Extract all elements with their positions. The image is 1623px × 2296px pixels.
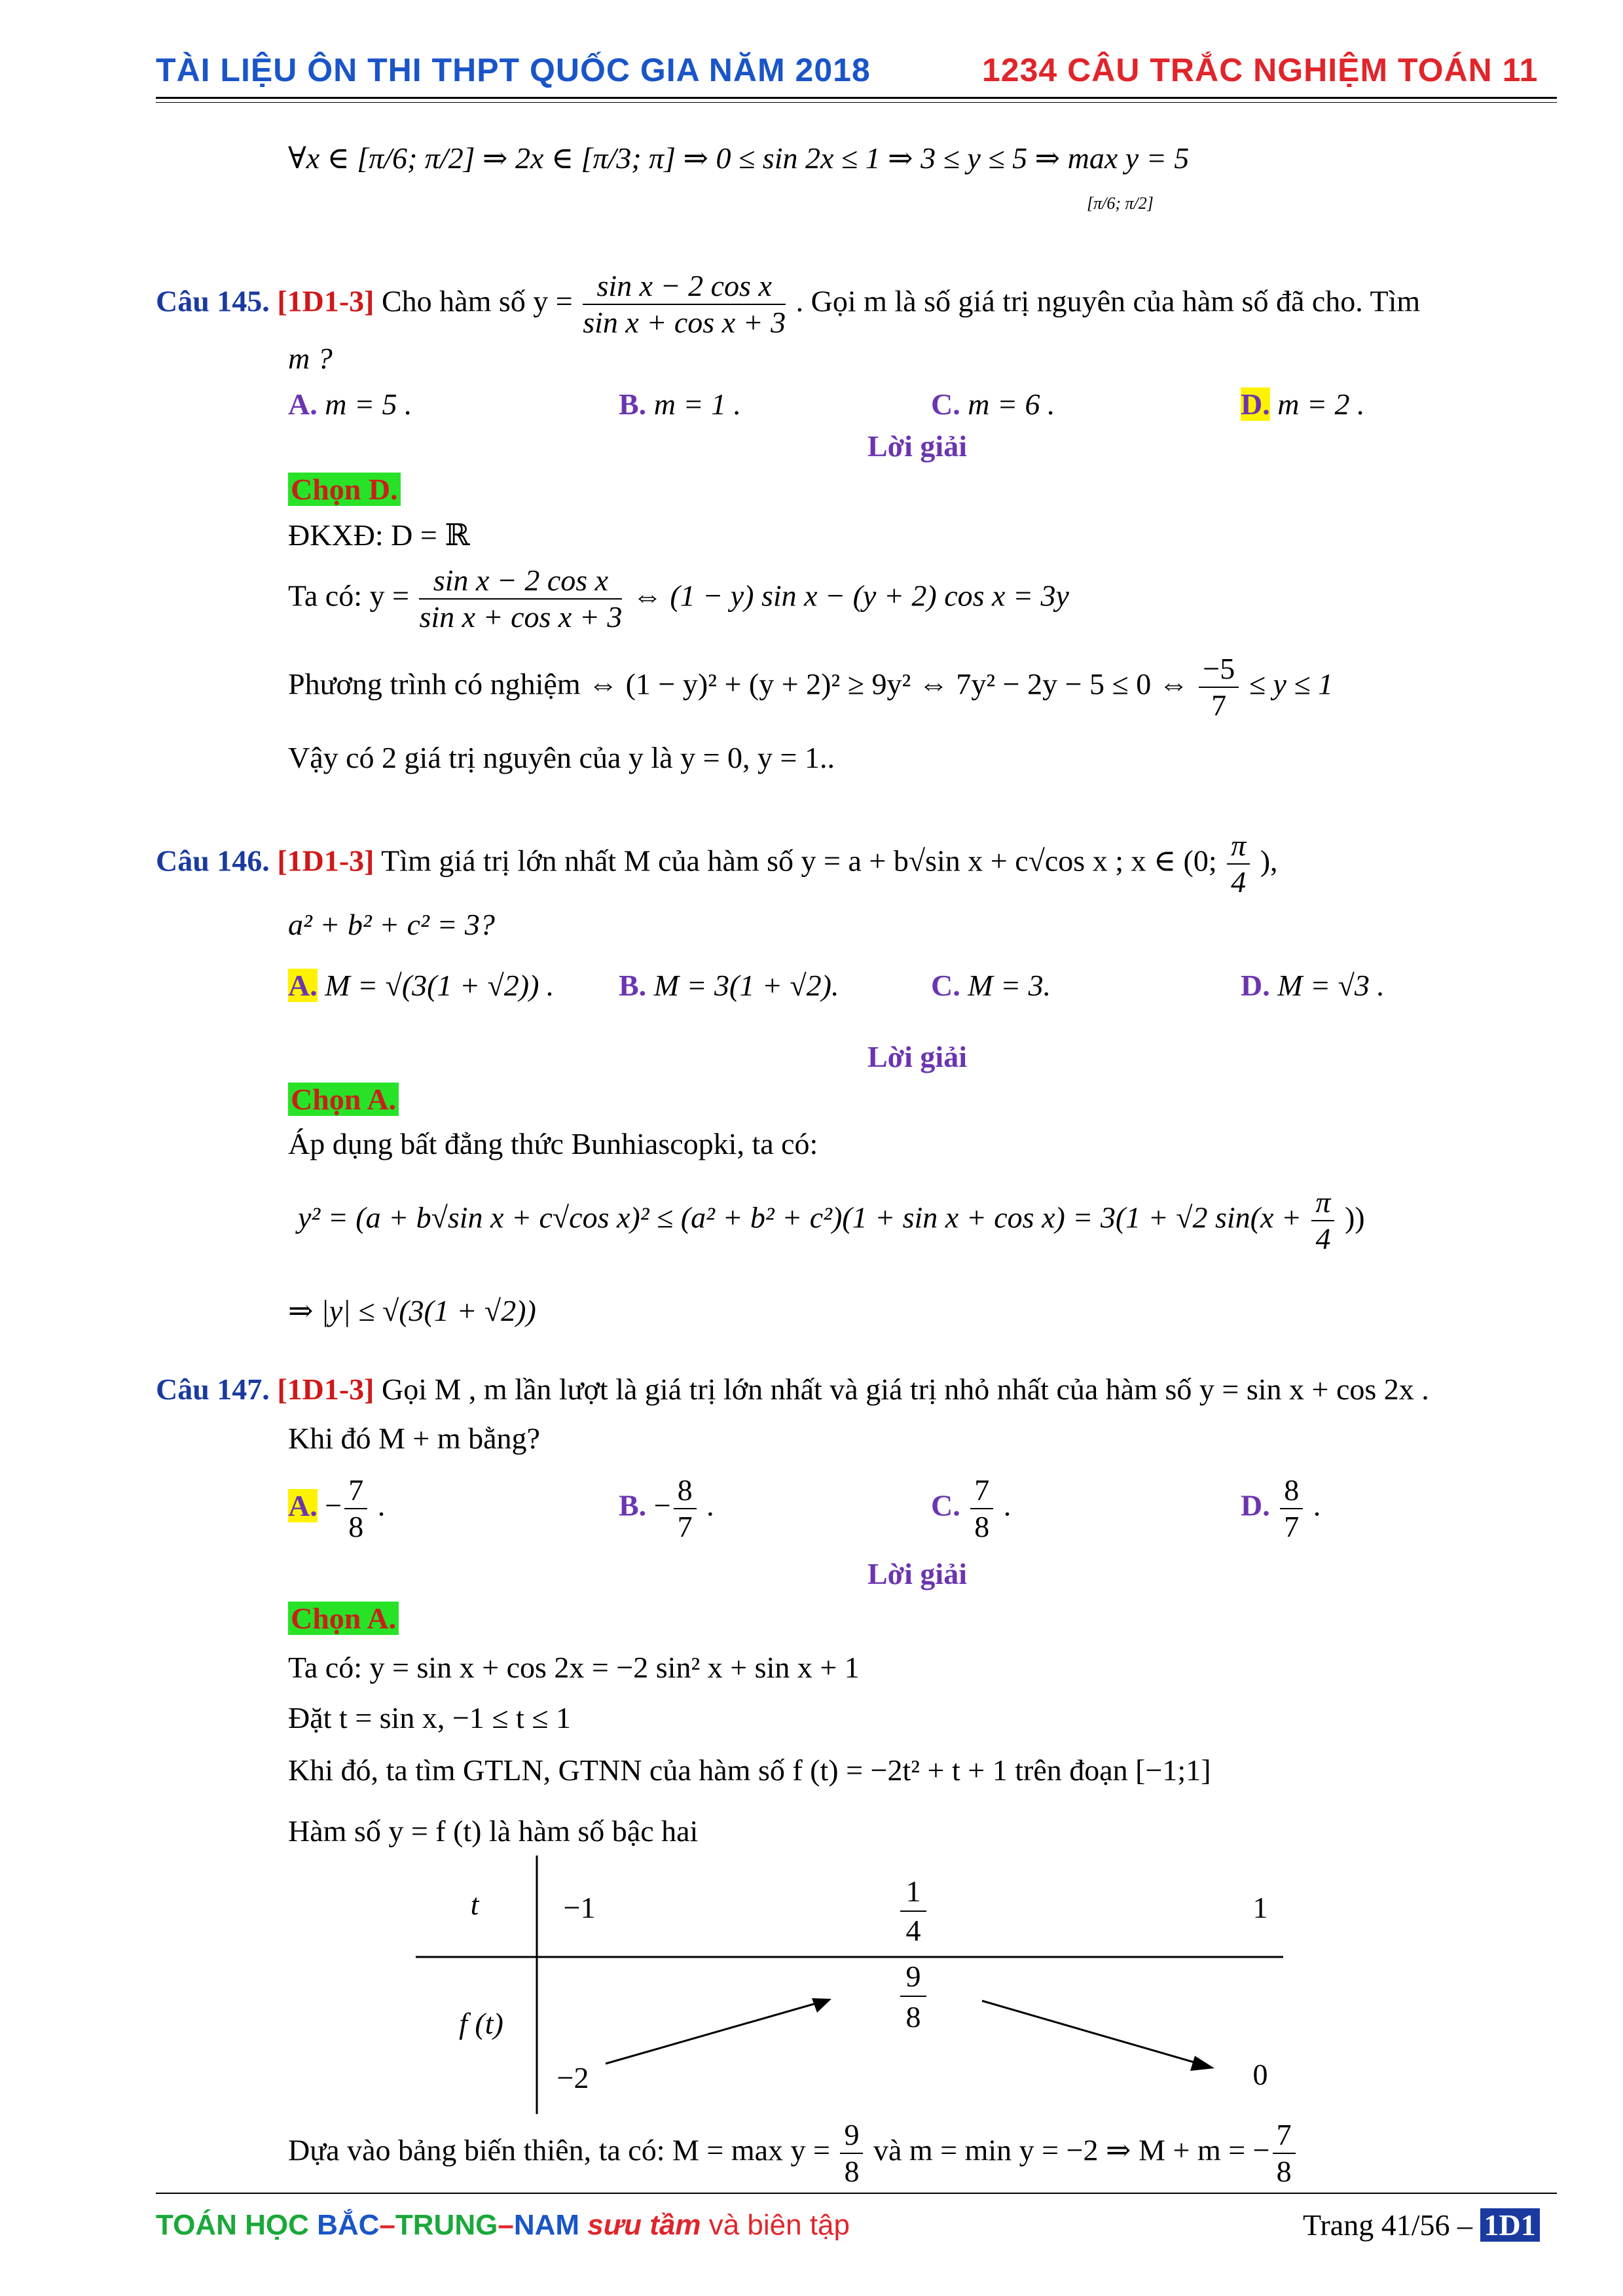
footer-part-2: BẮC (317, 2209, 380, 2241)
q145-line3-frac (1199, 651, 1239, 723)
q146-stem-num: π (1227, 828, 1250, 865)
q147-line3: Khi đó, ta tìm GTLN, GTNN của hàm số f (t) = −2t² + t + 1 trên đoạn [−1;1] (288, 1753, 1211, 1787)
q147-conclusion-b: và m = min y = −2 ⇒ M + m = − (873, 2133, 1270, 2167)
q147-option-b-den: 7 (677, 1510, 693, 1543)
q145-option-d-letter: D. (1241, 387, 1270, 421)
q147-option-d-frac (1280, 1473, 1303, 1545)
q145-option-a[interactable] (288, 386, 412, 423)
q145-choice-label: Chọn D. (288, 473, 401, 506)
q145-option-c-text: m = 6 . (968, 387, 1055, 421)
top-line (288, 140, 1189, 177)
top-line-main: ∀x ∈ [π/6; π/2] ⇒ 2x ∈ [π/3; π] ⇒ 0 ≤ sin 2x ≤ 1 ⇒ 3 ≤ y ≤ 5 ⇒ max (288, 141, 1118, 175)
q147-conclusion-frac1 (840, 2117, 863, 2189)
header-rule (156, 97, 1557, 99)
top-line-result: y = 5 (1125, 141, 1190, 175)
q147-conclusion-num2: 7 (1273, 2117, 1296, 2154)
q147-conclusion-den2: 8 (1276, 2155, 1292, 2188)
table-f-right: 0 (1252, 2058, 1268, 2091)
q147-option-d-num: 8 (1280, 1473, 1303, 1509)
q146-line2-den: 4 (1315, 1222, 1331, 1255)
q146-option-b-text: M = 3(1 + √2). (653, 969, 839, 1002)
q145-stem-c: m ? (288, 342, 333, 375)
q145-line3-a: Phương trình có nghiệm ⇔ (1 − y)² + (y + 2)² ≥ 9y² ⇔ 7y² − 2y − 5 ≤ 0 ⇔ (288, 667, 1189, 701)
q147-option-b-letter: B. (619, 1488, 647, 1522)
q145-frac-num: sin x − 2 cos x (583, 268, 786, 305)
q145-option-a-letter: A. (288, 387, 318, 421)
q145-option-b-letter: B. (619, 387, 647, 421)
q145-stem-b: . Gọi m là số giá trị nguyên của hàm số đã cho. Tìm (795, 284, 1421, 318)
q145-solution-heading: Lời giải (867, 429, 967, 463)
q147-conclusion-a: Dựa vào bảng biến thiên, ta có: M = max y = (288, 2133, 830, 2167)
q146-stem (156, 828, 1278, 900)
q147-option-a-sign: − (325, 1488, 342, 1522)
footer-part-8: và biên tập (701, 2209, 850, 2241)
q146-line1: Áp dụng bất đẳng thức Bunhiascopki, ta có: (288, 1127, 818, 1160)
footer-badge: 1D1 (1480, 2208, 1540, 2242)
q145-line2-frac (419, 563, 622, 635)
table-t-label: t (470, 1888, 479, 1921)
q146-stem-den: 4 (1231, 865, 1247, 899)
q146-label: Câu 146. (156, 844, 270, 878)
q147-option-d[interactable]: D. $\frac{8}{7}$ . (1241, 1473, 1321, 1543)
q147-option-c-den: 8 (974, 1510, 990, 1543)
q146-stem-a: Tìm giá trị lớn nhất M của hàm số y = a + b√sin x + c√cos x ; x ∈ (0; (381, 844, 1217, 878)
q146-option-a[interactable] (288, 967, 554, 1004)
q145-line3-den: 7 (1211, 689, 1227, 722)
table-f-mid-num: 9 (905, 1960, 921, 1993)
q147-option-b-sign: − (653, 1488, 671, 1522)
q146-code: [1D1-3] (277, 844, 374, 878)
q146-option-c[interactable] (931, 967, 1051, 1004)
table-arrow-up (606, 2001, 825, 2064)
q147-line2: Đặt t = sin x, −1 ≤ t ≤ 1 (288, 1701, 572, 1734)
table-f-left: −2 (556, 2061, 589, 2094)
q147-conclusion-frac2 (1273, 2117, 1296, 2189)
q145-option-d-text: m = 2 . (1277, 387, 1365, 421)
table-f-label: f (t) (459, 2007, 503, 2040)
q147-choice-label: Chọn A. (288, 1602, 399, 1635)
header-left: TÀI LIỆU ÔN THI THPT QUỐC GIA NĂM 2018 (156, 52, 871, 88)
footer-part-4: TRUNG (395, 2209, 498, 2241)
q145-option-a-text: m = 5 . (325, 387, 412, 421)
top-line-subscript: [π/6; π/2] (1087, 194, 1154, 213)
q147-line1: Ta có: y = sin x + cos 2x = −2 sin² x + sin x + 1 (288, 1651, 860, 1684)
q147-solution-heading: Lời giải (867, 1557, 967, 1590)
q145-stem (156, 268, 1420, 340)
q146-option-d-letter: D. (1241, 969, 1270, 1002)
q146-line2-frac (1311, 1185, 1334, 1257)
q147-option-b[interactable]: B. − $\frac{8}{7}$ . (619, 1473, 714, 1543)
footer-part-6: NAM (513, 2209, 588, 2241)
footer-part-1: TOÁN HỌC (156, 2209, 318, 2241)
q146-option-d[interactable] (1241, 967, 1385, 1004)
q147-option-d-den: 7 (1284, 1510, 1300, 1543)
q146-stem-frac (1227, 828, 1250, 900)
q145-option-d[interactable] (1241, 386, 1365, 423)
header-right: 1234 CÂU TRẮC NGHIỆM TOÁN 11 (982, 52, 1539, 88)
q145-line3-num: −5 (1199, 651, 1239, 688)
q147-option-c[interactable]: C. $\frac{7}{8}$ . (931, 1473, 1012, 1543)
q147-conclusion-den1: 8 (844, 2155, 860, 2188)
q146-stem-b: ), (1260, 844, 1278, 878)
q147-label: Câu 147. (156, 1372, 270, 1406)
q145-fraction (583, 268, 786, 340)
q147-choice (288, 1600, 399, 1637)
q145-option-c-letter: C. (931, 387, 960, 421)
q146-option-a-letter: A. (288, 969, 318, 1002)
table-t-right: 1 (1252, 1891, 1268, 1924)
q147-line4: Hàm số y = f (t) là hàm số bậc hai (288, 1814, 699, 1848)
table-t-mid-den: 4 (905, 1914, 921, 1947)
table-t-left: −1 (563, 1891, 596, 1924)
q147-stem-b: Khi đó M + m bằng? (288, 1422, 540, 1455)
q147-option-a-den: 8 (348, 1510, 364, 1543)
q146-line3: ⇒ |y| ≤ √(3(1 + √2)) (288, 1294, 536, 1327)
q147-conclusion (288, 2117, 1298, 2189)
q145-stem-a: Cho hàm số y = (382, 284, 573, 318)
q147-option-a-frac (344, 1473, 367, 1545)
q145-line3 (288, 651, 1333, 723)
q146-choice (288, 1081, 399, 1118)
q147-code: [1D1-3] (277, 1372, 374, 1406)
q145-option-c[interactable] (931, 386, 1055, 423)
footer-source (156, 2209, 850, 2242)
footer-part-5: – (498, 2209, 514, 2241)
q147-option-c-letter: C. (931, 1488, 960, 1522)
q146-stem-c: a² + b² + c² = 3? (288, 908, 495, 941)
q146-option-b[interactable] (619, 967, 839, 1004)
q145-choice (288, 471, 401, 508)
q147-option-b-num: 8 (674, 1473, 697, 1509)
variation-table (406, 1856, 1303, 2114)
q146-line2-a: y² = (a + b√sin x + c√cos x)² ≤ (a² + b² + c²)(1 + sin x + cos x) = 3(1 + √2 sin(x + (298, 1200, 1302, 1234)
q145-line2-a: Ta có: y = (288, 579, 409, 613)
q147-stem (156, 1371, 1429, 1408)
footer-part-7: sưu tầm (587, 2209, 701, 2241)
q146-line2-b: )) (1344, 1200, 1365, 1234)
q146-option-c-text: M = 3. (968, 969, 1051, 1002)
q147-option-c-num: 7 (970, 1473, 993, 1509)
q145-line2-b: ⇔ (1 − y) sin x − (y + 2) cos x = 3y (632, 579, 1069, 613)
q147-conclusion-num1: 9 (840, 2117, 863, 2154)
table-arrow-down-head (1190, 2056, 1214, 2071)
footer-page-number: Trang 41/56 – (1303, 2208, 1480, 2242)
q145-option-b-text: m = 1 . (653, 387, 741, 421)
q145-line3-b: ≤ y ≤ 1 (1249, 667, 1334, 701)
footer-rule (156, 2193, 1557, 2194)
q145-code: [1D1-3] (277, 284, 374, 318)
q145-line4: Vậy có 2 giá trị nguyên của y là y = 0, y = 1.. (288, 741, 835, 774)
q146-option-d-text: M = √3 . (1277, 969, 1385, 1002)
table-arrow-up-head (812, 1998, 831, 2013)
q147-stem-a: Gọi M , m lần lượt là giá trị lớn nhất và giá trị nhỏ nhất của hàm số y = sin x + cos 2x . (382, 1372, 1429, 1406)
q146-choice-label: Chọn A. (288, 1083, 399, 1116)
q146-option-c-letter: C. (931, 969, 960, 1002)
q146-solution-heading: Lời giải (867, 1040, 967, 1073)
footer-page (1303, 2207, 1540, 2244)
q146-line2 (298, 1185, 1365, 1257)
q147-option-a-num: 7 (344, 1473, 367, 1509)
q145-label: Câu 145. (156, 284, 270, 318)
q147-option-d-letter: D. (1241, 1488, 1270, 1522)
q145-line2 (288, 563, 1069, 635)
q145-line2-num: sin x − 2 cos x (419, 563, 622, 600)
q147-option-c-frac (970, 1473, 993, 1545)
table-t-mid-num: 1 (905, 1874, 921, 1908)
q147-option-a-letter: A. (288, 1488, 318, 1522)
table-arrow-down (982, 2001, 1208, 2066)
footer-part-3: – (379, 2209, 395, 2241)
q147-option-a[interactable]: A. − $\frac{7}{8}$ . (288, 1473, 386, 1543)
q145-line1: ĐKXĐ: D = ℝ (288, 518, 470, 552)
header-rule-thin (156, 102, 1557, 103)
q146-option-b-letter: B. (619, 969, 647, 1002)
q145-option-b[interactable] (619, 386, 741, 423)
q145-frac-den: sin x + cos x + 3 (583, 306, 786, 339)
q146-line2-num: π (1311, 1185, 1334, 1221)
q146-option-a-text: M = √(3(1 + √2)) . (325, 969, 555, 1002)
q147-option-b-frac (674, 1473, 697, 1545)
q145-line2-den: sin x + cos x + 3 (419, 600, 623, 634)
table-f-mid-den: 8 (905, 2000, 921, 2034)
